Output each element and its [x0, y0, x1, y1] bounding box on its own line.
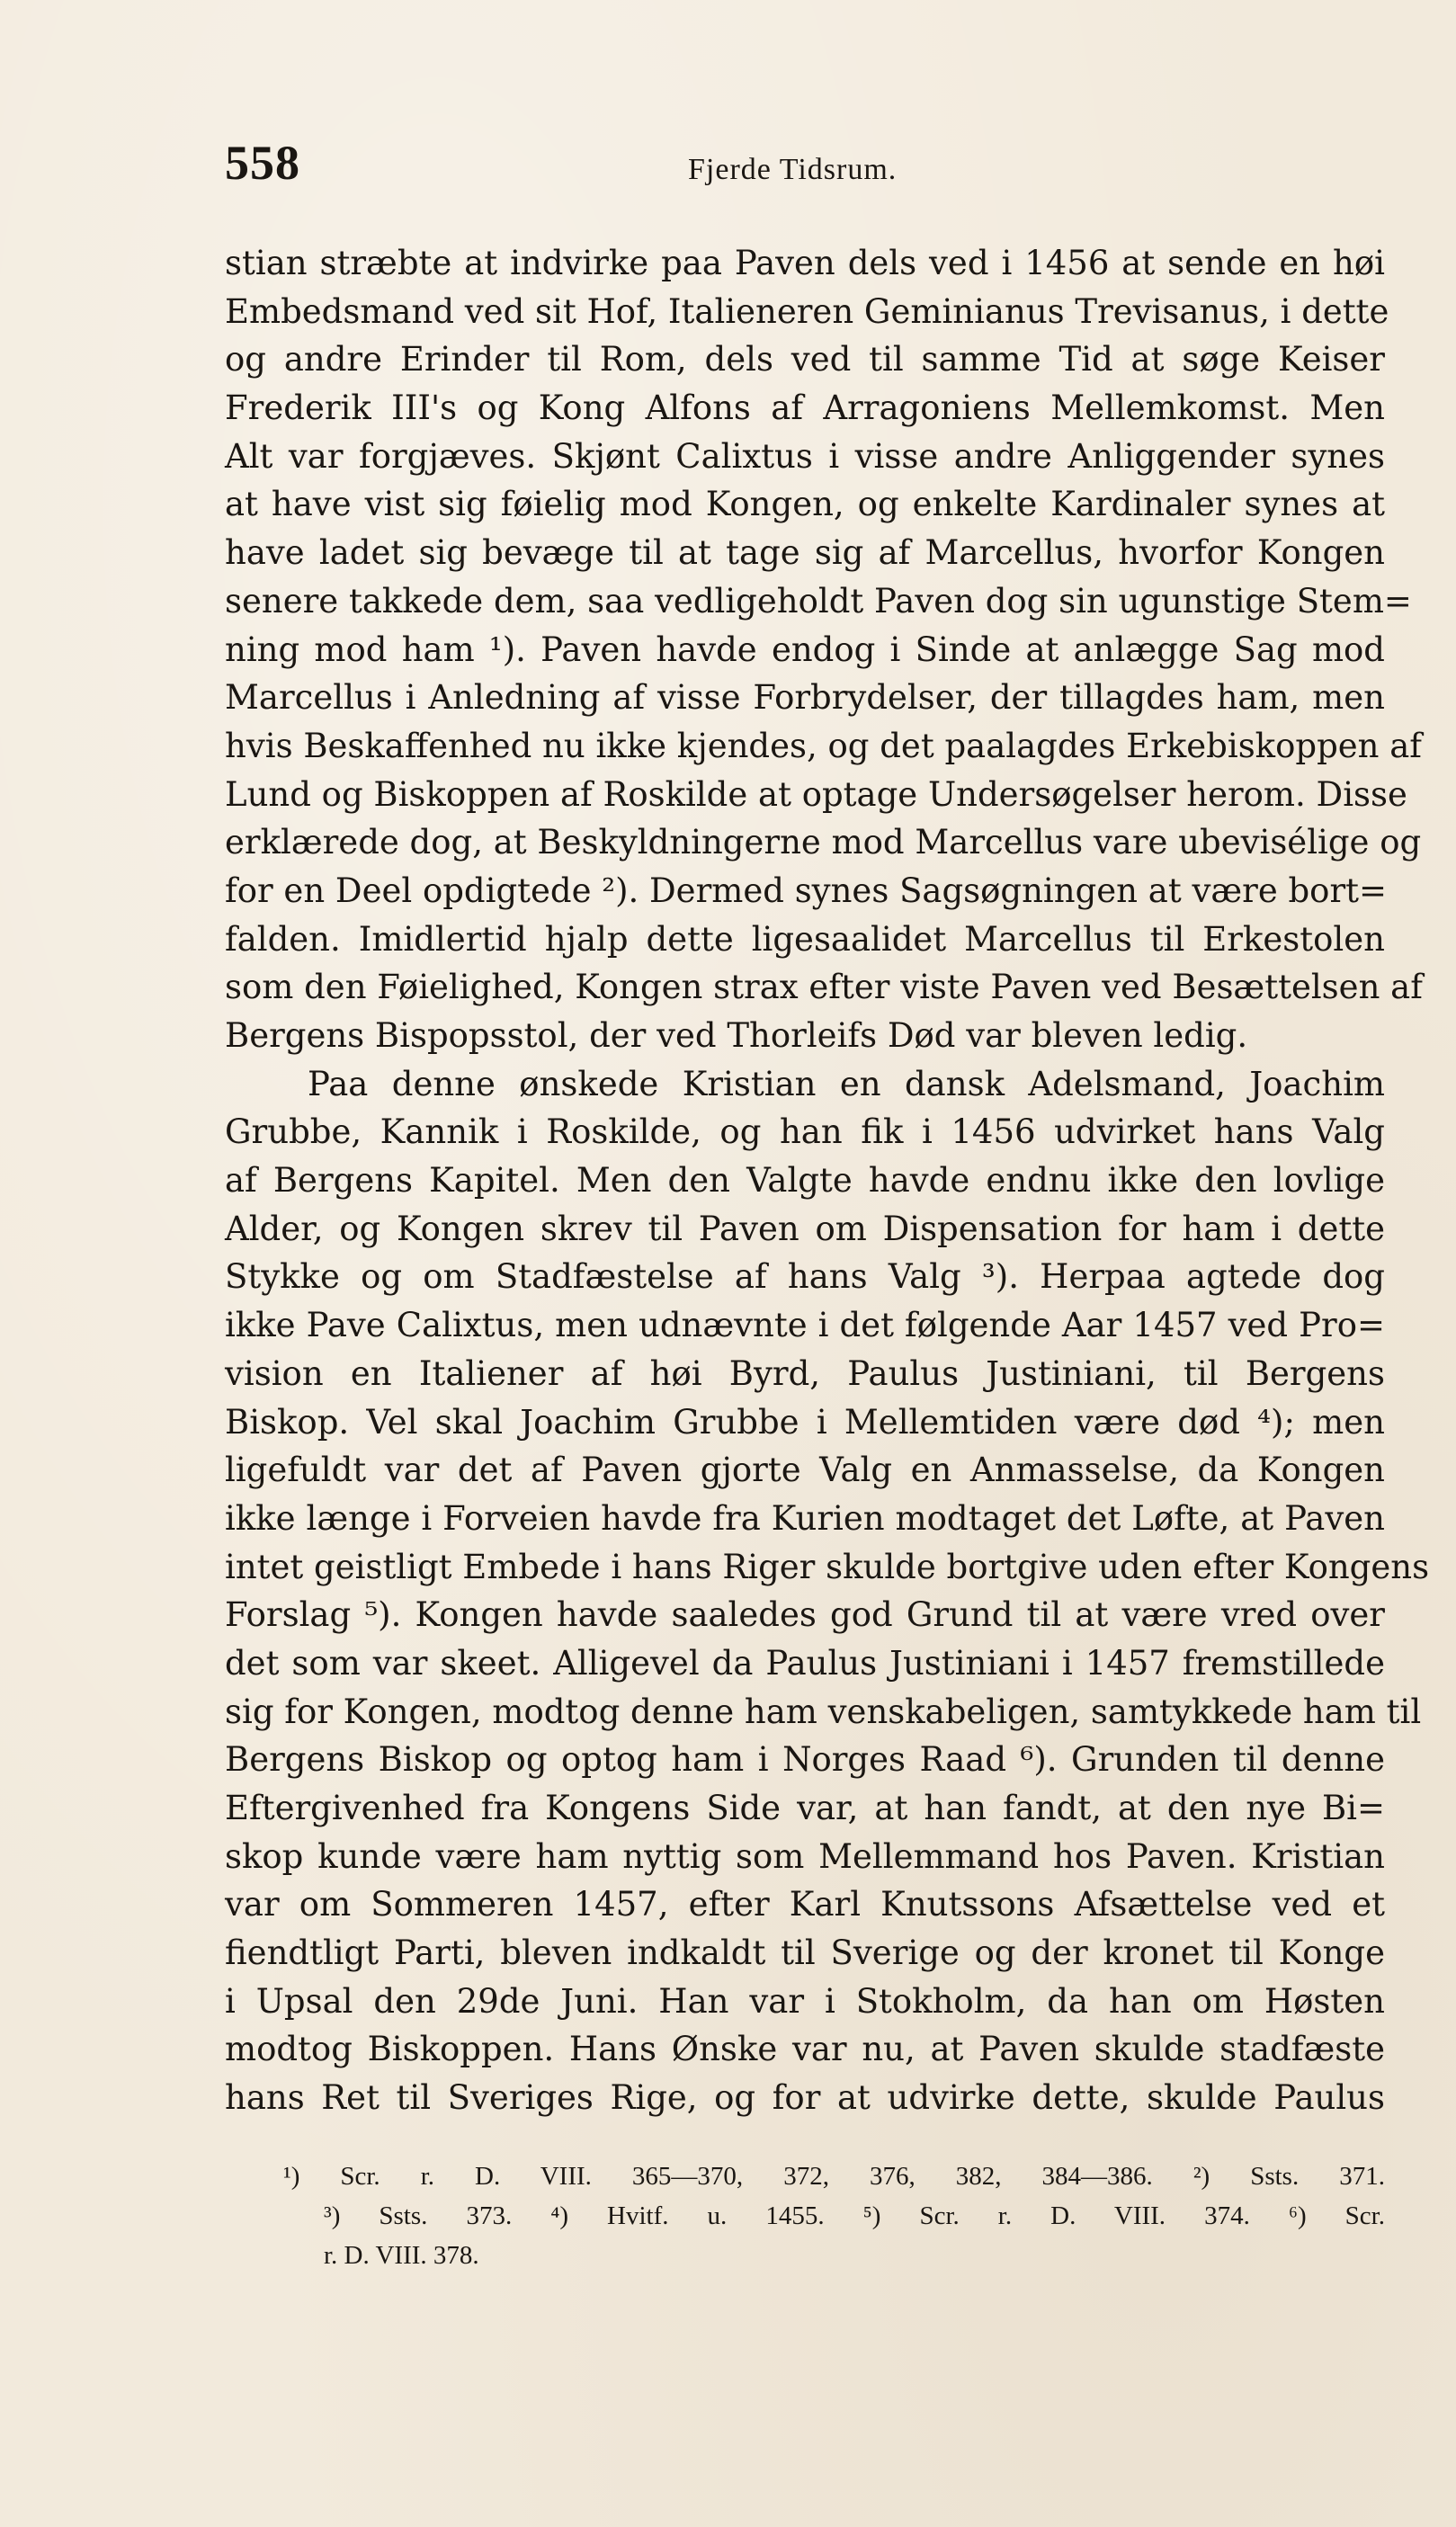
text-line: Frederik III's og Kong Alfons af Arragoniens Mellemkomst. Men	[225, 388, 1385, 428]
text-line: ikke længe i Forveien havde fra Kurien modtaget det Løfte, at Paven	[225, 1498, 1385, 1538]
text-line: Embedsmand ved sit Hof, Italieneren Geminianus Trevisanus, i dette	[225, 291, 1389, 331]
text-line: Bergens Bispopsstol, der ved Thorleifs Død var bleven ledig.	[225, 1016, 1248, 1055]
text-line: erklærede dog, at Beskyldningerne mod Marcellus vare ubevisélige og	[225, 823, 1422, 862]
text-line: af Bergens Kapitel. Men den Valgte havde endnu ikke den lovlige	[225, 1161, 1385, 1201]
text-line: Biskop. Vel skal Joachim Grubbe i Mellemtiden være død ⁴); men	[225, 1402, 1385, 1442]
text-line: sig for Kongen, modtog denne ham venskabeligen, samtykkede ham til	[225, 1692, 1422, 1731]
text-line: ligefuldt var det af Paven gjorte Valg en Anmasselse, da Kongen	[225, 1451, 1385, 1490]
text-line: Forslag ⁵). Kongen havde saaledes god Grund til at være vred over	[225, 1595, 1385, 1635]
text-line: Grubbe, Kannik i Roskilde, og han fik i 1456 udvirket hans Valg	[225, 1112, 1385, 1152]
text-line: og andre Erinder til Rom, dels ved til samme Tid at søge Keiser	[225, 340, 1385, 379]
text-line: Stykke og om Stadfæstelse af hans Valg ³). Herpaa agtede dog	[225, 1257, 1385, 1297]
running-head: Fjerde Tidsrum.	[688, 153, 898, 186]
text-line: hans Ret til Sveriges Rige, og for at udvirke dette, skulde Paulus	[225, 2078, 1385, 2118]
text-line: have ladet sig bevæge til at tage sig af Marcellus, hvorfor Kongen	[225, 533, 1385, 573]
text-line: Paa denne ønskede Kristian en dansk Adelsmand, Joachim	[308, 1064, 1385, 1103]
text-line: intet geistligt Embede i hans Riger skulde bortgive uden efter Kongens	[225, 1547, 1430, 1586]
footnotes	[283, 2156, 1385, 2275]
text-line: hvis Beskaffenhed nu ikke kjendes, og det paalagdes Erkebiskoppen af	[225, 726, 1422, 765]
text-line: ning mod ham ¹). Paven havde endog i Sinde at anlægge Sag mod	[225, 630, 1385, 669]
text-line: det som var skeet. Alligevel da Paulus Justiniani i 1457 fremstillede	[225, 1643, 1385, 1683]
text-line: i Upsal den 29de Juni. Han var i Stokholm, da han om Høsten	[225, 1981, 1385, 2021]
text-line: ikke Pave Calixtus, men udnævnte i det følgende Aar 1457 ved Pro=	[225, 1306, 1385, 1345]
text-line: fiendtligt Parti, bleven indkaldt til Sverige og der kronet til Konge	[225, 1933, 1385, 1973]
body-text	[225, 239, 1430, 2122]
text-line: Alder, og Kongen skrev til Paven om Dispensation for ham i dette	[225, 1209, 1385, 1248]
text-line: Lund og Biskoppen af Roskilde at optage Undersøgelser herom. Disse	[225, 774, 1407, 814]
text-line: Eftergivenhed fra Kongens Side var, at han fandt, at den nye Bi=	[225, 1789, 1385, 1827]
footnote-line: r. D. VIII. 378.	[324, 2241, 479, 2270]
paragraph-1	[225, 239, 1423, 1060]
text-line: modtog Biskoppen. Hans Ønske var nu, at Paven skulde stadfæste	[225, 2030, 1385, 2069]
text-line: Bergens Biskop og optog ham i Norges Raad ⁶). Grunden til denne	[225, 1740, 1385, 1780]
text-line: senere takkede dem, saa vedligeholdt Paven dog sin ugunstige Stem=	[225, 581, 1412, 621]
text-line: at have vist sig føielig mod Kongen, og enkelte Kardinaler synes at	[225, 485, 1385, 524]
paragraph-2	[225, 1060, 1430, 2122]
text-line: var om Sommeren 1457, efter Karl Knutssons Afsættelse ved et	[225, 1885, 1385, 1924]
text-line: Alt var forgjæves. Skjønt Calixtus i visse andre Anliggender synes	[225, 436, 1385, 476]
footnote-line: ¹) Scr. r. D. VIII. 365—370, 372, 376, 382, 384—386. ²) Ssts. 371.	[283, 2162, 1385, 2191]
text-line: for en Deel opdigtede ²). Dermed synes Sagsøgningen at være bort=	[225, 871, 1388, 910]
text-line: Marcellus i Anledning af visse Forbrydelser, der tillagdes ham, men	[225, 678, 1385, 718]
footnote-line: ³) Ssts. 373. ⁴) Hvitf. u. 1455. ⁵) Scr. r. D. VIII. 374. ⁶) Scr.	[324, 2201, 1385, 2230]
text-line: stian stræbte at indvirke paa Paven dels ved i 1456 at sende en høi	[225, 244, 1385, 282]
text-line: vision en Italiener af høi Byrd, Paulus Justiniani, til Bergens	[225, 1353, 1385, 1393]
text-line: som den Føielighed, Kongen strax efter viste Paven ved Besættelsen af	[225, 968, 1423, 1007]
text-line: falden. Imidlertid hjalp dette ligesaalidet Marcellus til Erkestolen	[225, 919, 1385, 959]
page-number: 558	[225, 136, 300, 190]
text-line: skop kunde være ham nyttig som Mellemmand hos Paven. Kristian	[225, 1836, 1385, 1876]
